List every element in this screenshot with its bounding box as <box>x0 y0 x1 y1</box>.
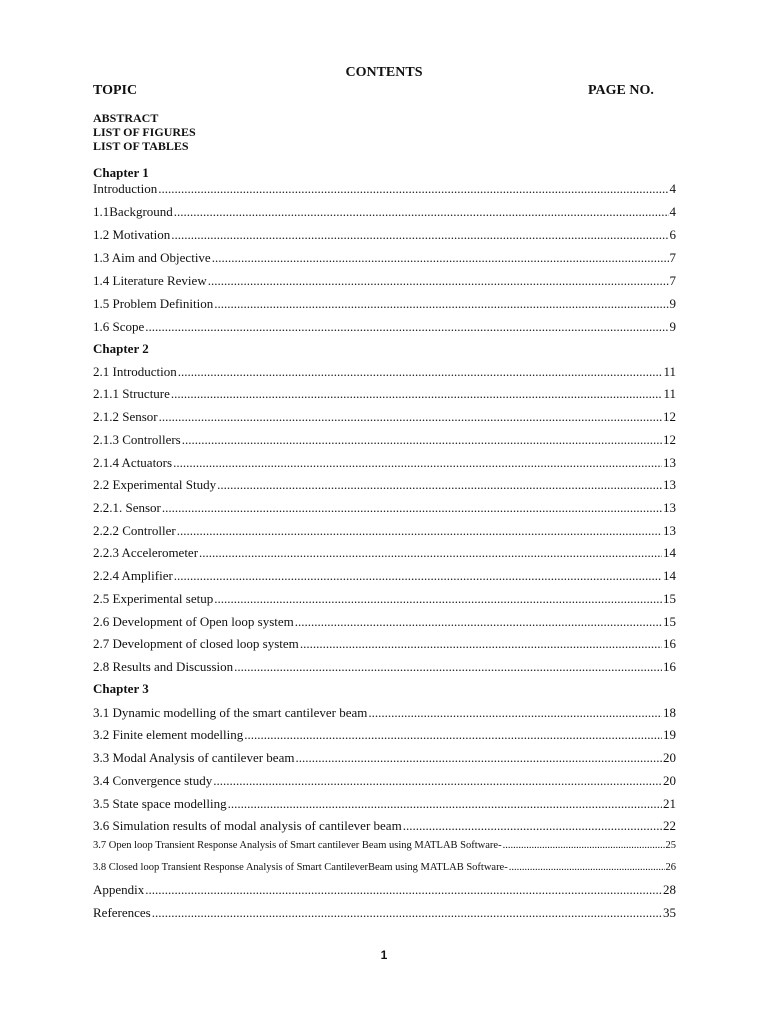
toc-entry[interactable] <box>93 818 676 834</box>
toc-entry-label: 3.1 Dynamic modelling of the smart cantilever beam <box>93 705 368 720</box>
toc-entry-label: 2.6 Development of Open loop system <box>93 614 294 629</box>
dot-leader <box>212 250 669 266</box>
dot-leader <box>208 273 669 289</box>
toc-entry[interactable] <box>93 862 676 873</box>
toc-entry-page: 12 <box>663 409 676 424</box>
toc-entry-page: 7 <box>669 250 676 265</box>
toc-entry[interactable] <box>93 409 676 425</box>
toc-entry-page: 4 <box>669 181 676 196</box>
toc-entry-label: 2.2 Experimental Study <box>93 477 217 492</box>
toc-entry[interactable] <box>93 636 676 652</box>
dot-leader <box>213 773 662 789</box>
toc-entry-label: 2.2.4 Amplifier <box>93 568 173 583</box>
toc-entry[interactable] <box>93 705 676 721</box>
front-matter-list-of-figures: LIST OF FIGURES <box>93 125 196 139</box>
toc-entry[interactable] <box>93 273 676 289</box>
toc-entry-label: 2.1.3 Controllers <box>93 432 181 447</box>
toc-entry[interactable] <box>93 905 676 921</box>
toc-entry-page: 11 <box>663 364 676 379</box>
page-number: 1 <box>380 948 388 962</box>
toc-entry-label: 2.2.3 Accelerometer <box>93 545 199 560</box>
toc-entry-page: 35 <box>663 905 676 920</box>
toc-entry[interactable] <box>93 181 676 197</box>
toc-entry-label: 1.3 Aim and Objective <box>93 250 211 265</box>
chapter-3-heading: Chapter 3 <box>93 681 149 696</box>
dot-leader <box>509 862 665 873</box>
toc-entry[interactable] <box>93 882 676 898</box>
dot-leader <box>174 204 669 220</box>
toc-entry-label: 3.2 Finite element modelling <box>93 727 244 742</box>
toc-entry-label: 2.2.1. Sensor <box>93 500 161 515</box>
toc-entry[interactable] <box>93 227 676 243</box>
front-matter-abstract: ABSTRACT <box>93 111 159 125</box>
toc-entry-page: 7 <box>669 273 676 288</box>
toc-entry-label: 2.2.2 Controller <box>93 523 176 538</box>
toc-entry-page: 14 <box>663 568 676 583</box>
toc-entry-label: 3.7 Open loop Transient Response Analysis of Smart cantilever Beam using MATLAB Software- <box>93 840 502 851</box>
dot-leader <box>503 840 665 851</box>
toc-entry-page: 16 <box>663 636 676 651</box>
toc-entry[interactable] <box>93 840 676 851</box>
toc-entry-page: 11 <box>663 386 676 401</box>
front-matter-list-of-tables: LIST OF TABLES <box>93 139 189 153</box>
toc-entry-page: 20 <box>663 773 676 788</box>
toc-entry[interactable] <box>93 614 676 630</box>
toc-entry-page: 14 <box>663 545 676 560</box>
toc-entry-label: 1.5 Problem Definition <box>93 296 214 311</box>
dot-leader <box>199 545 662 561</box>
toc-entry[interactable] <box>93 432 676 448</box>
toc-entry-page: 15 <box>663 614 676 629</box>
page-title: CONTENTS <box>345 65 423 80</box>
toc-entry-page: 28 <box>663 882 676 897</box>
toc-entry-label: 2.1.4 Actuators <box>93 455 173 470</box>
dot-leader <box>403 818 662 834</box>
dot-leader <box>145 319 668 335</box>
dot-leader <box>162 500 662 516</box>
toc-entry-label: 2.1.2 Sensor <box>93 409 158 424</box>
toc-entry-page: 13 <box>663 455 676 470</box>
toc-entry[interactable] <box>93 796 676 812</box>
toc-entry-page: 12 <box>663 432 676 447</box>
dot-leader <box>158 181 668 197</box>
toc-entry[interactable] <box>93 659 676 675</box>
dot-leader <box>228 796 662 812</box>
dot-leader <box>295 614 662 630</box>
toc-entry[interactable] <box>93 364 676 380</box>
toc-entry[interactable] <box>93 523 676 539</box>
toc-entry-label: 1.2 Motivation <box>93 227 171 242</box>
dot-leader <box>171 227 668 243</box>
toc-entry-label: 2.5 Experimental setup <box>93 591 214 606</box>
chapter-2-heading: Chapter 2 <box>93 341 149 356</box>
page-no-header: PAGE NO. <box>588 83 654 98</box>
toc-entry-label: 3.8 Closed loop Transient Response Analysis of Smart CantileverBeam using MATLAB Software- <box>93 862 508 873</box>
toc-entry-page: 20 <box>663 750 676 765</box>
toc-entry-label: 1.6 Scope <box>93 319 145 334</box>
dot-leader <box>214 591 662 607</box>
toc-entry-page: 13 <box>663 500 676 515</box>
toc-entry[interactable] <box>93 250 676 266</box>
toc-entry[interactable] <box>93 477 676 493</box>
toc-entry-label: 3.5 State space modelling <box>93 796 227 811</box>
toc-entry[interactable] <box>93 727 676 743</box>
toc-entry-label: 2.8 Results and Discussion <box>93 659 234 674</box>
toc-entry[interactable] <box>93 568 676 584</box>
toc-entry[interactable] <box>93 296 676 312</box>
toc-entry-label: 2.1.1 Structure <box>93 386 170 401</box>
toc-entry[interactable] <box>93 386 676 402</box>
toc-entry[interactable] <box>93 545 676 561</box>
toc-entry-page: 9 <box>669 319 676 334</box>
front-matter <box>93 111 196 153</box>
toc-entry-page: 6 <box>669 227 676 242</box>
toc-entry-page: 19 <box>663 727 676 742</box>
dot-leader <box>171 386 663 402</box>
toc-entry[interactable] <box>93 500 676 516</box>
dot-leader <box>234 659 662 675</box>
dot-leader <box>244 727 662 743</box>
toc-entry-page: 16 <box>663 659 676 674</box>
dot-leader <box>368 705 662 721</box>
toc-entry[interactable] <box>93 773 676 789</box>
toc-entry-page: 13 <box>663 523 676 538</box>
dot-leader <box>159 409 662 425</box>
toc-entry-label: 3.4 Convergence study <box>93 773 213 788</box>
toc-entry[interactable] <box>93 319 676 335</box>
dot-leader <box>300 636 662 652</box>
dot-leader <box>145 882 662 898</box>
dot-leader <box>182 432 662 448</box>
toc-entry-page: 26 <box>665 862 676 873</box>
toc-entry-page: 22 <box>663 818 676 833</box>
dot-leader <box>173 455 662 471</box>
toc-entry[interactable] <box>93 204 676 220</box>
dot-leader <box>295 750 662 766</box>
toc-entry-page: 21 <box>663 796 676 811</box>
toc-entry-page: 25 <box>665 840 676 851</box>
toc-entry-page: 4 <box>669 204 676 219</box>
chapter-1-heading: Chapter 1 <box>93 165 149 180</box>
dot-leader <box>177 523 662 539</box>
dot-leader <box>178 364 663 380</box>
topic-header: TOPIC <box>93 83 138 98</box>
toc-entry[interactable] <box>93 750 676 766</box>
toc-entry-label: 3.6 Simulation results of modal analysis of cantilever beam <box>93 818 402 833</box>
toc-entry-label: References <box>93 905 151 920</box>
toc-entry-label: 2.7 Development of closed loop system <box>93 636 299 651</box>
dot-leader <box>174 568 662 584</box>
toc-entry-label: 1.4 Literature Review <box>93 273 207 288</box>
toc-entry-label: Introduction <box>93 181 158 196</box>
toc-entry[interactable] <box>93 591 676 607</box>
toc-entry[interactable] <box>93 455 676 471</box>
toc-entry-page: 9 <box>669 296 676 311</box>
toc-entry-label: Appendix <box>93 882 145 897</box>
toc-entry-page: 15 <box>663 591 676 606</box>
toc-entry-label: 3.3 Modal Analysis of cantilever beam <box>93 750 295 765</box>
dot-leader <box>214 296 668 312</box>
dot-leader <box>152 905 662 921</box>
toc-entry-label: 1.1Background <box>93 204 173 219</box>
toc-entry-page: 18 <box>663 705 676 720</box>
toc-entry-page: 13 <box>663 477 676 492</box>
dot-leader <box>217 477 662 493</box>
toc-entry-label: 2.1 Introduction <box>93 364 177 379</box>
